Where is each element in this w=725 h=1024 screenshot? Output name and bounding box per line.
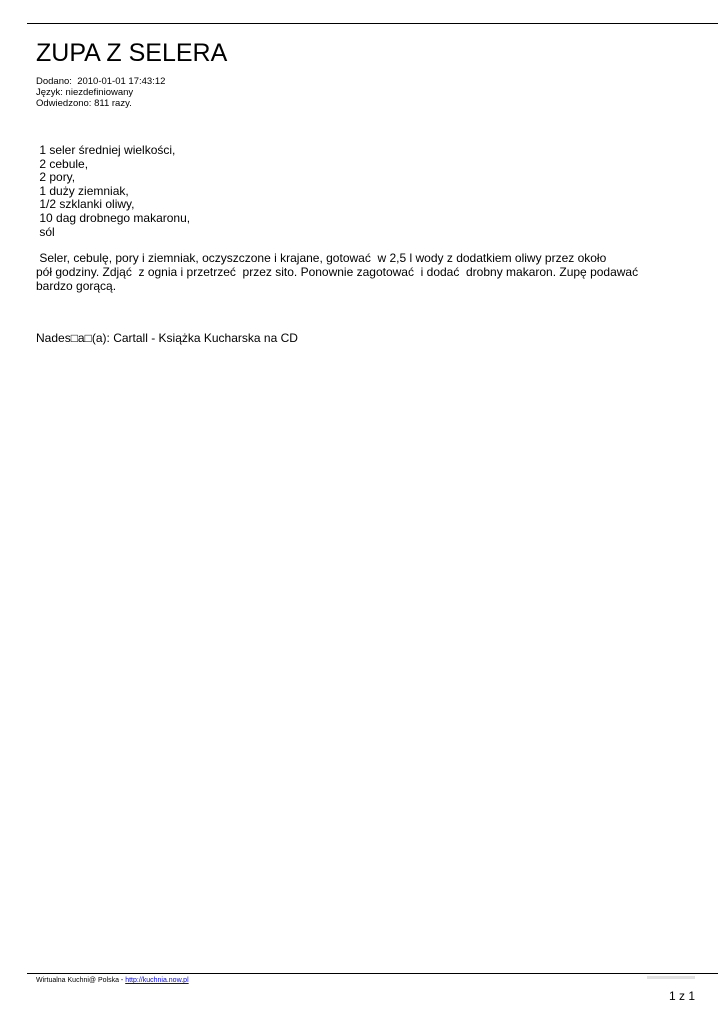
ingredients-list [36,144,190,239]
instruction-line: Seler, cebulę, pory i ziemniak, oczyszczone i krajane, gotować w 2,5 l wody z dodatkiem oliwy przez około [36,251,607,265]
sender-credit: Nades□a□(a): Cartall - Książka Kucharska na CD [36,331,298,345]
preparation-instructions [36,251,696,294]
bottom-divider [27,973,718,974]
added-date: Dodano: 2010-01-01 17:43:12 [36,76,166,87]
ingredient-item: 2 cebule, [36,156,89,171]
page-title: ZUPA Z SELERA [36,39,228,67]
ingredient-item: 2 pory, [36,170,76,185]
ingredient-item: 10 dag drobnego makaronu, [36,210,191,225]
language: Język: niezdefiniowany [36,87,134,98]
ingredient-item: 1 seler średniej wielkości, [36,143,176,157]
ingredient-item: sól [36,224,55,239]
top-divider [27,23,718,24]
footer-site-link[interactable]: http://kuchnia.now.pl [125,977,189,984]
recipe-metadata [36,76,165,109]
ingredient-item: 1 duży ziemniak, [36,183,129,198]
ingredient-item: 1/2 szklanki oliwy, [36,197,135,212]
footer [36,976,189,985]
page-number: 1 z 1 [668,989,695,1003]
instruction-line: bardzo gorącą. [36,279,117,294]
visit-count: Odwiedzono: 811 razy. [36,98,132,109]
instruction-line: pół godziny. Zdjąć z ognia i przetrzeć przez sito. Ponownie zagotować i dodać drobny makaron. Zupę podawać [36,265,639,280]
footer-site-label: Wirtualna Kuchni@ Polska - [36,977,126,984]
footer-mark [647,976,695,979]
